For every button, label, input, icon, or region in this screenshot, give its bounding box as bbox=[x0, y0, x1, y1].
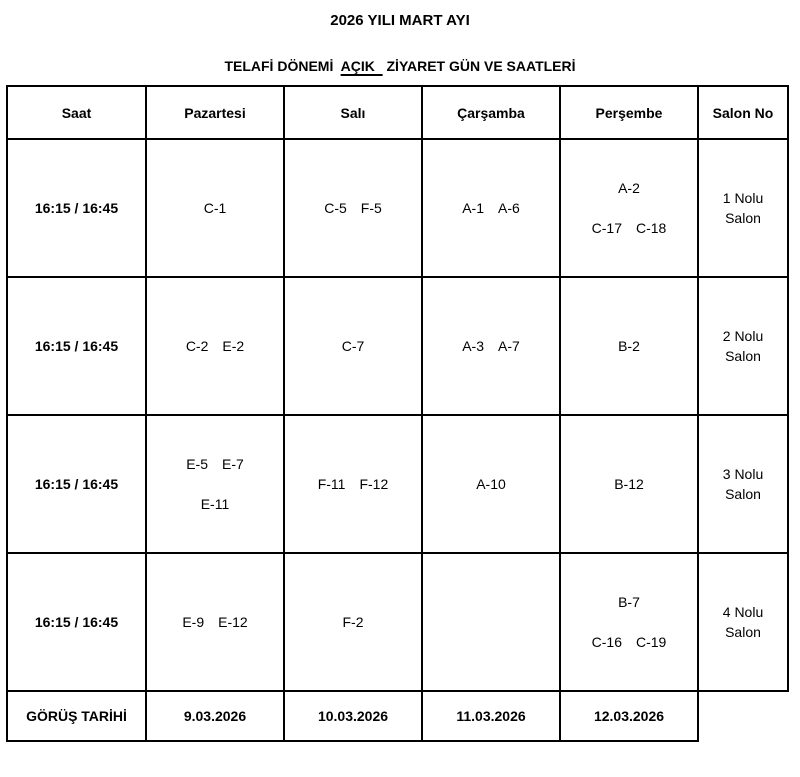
salon-label-line: Salon bbox=[725, 486, 761, 502]
ward-line bbox=[147, 336, 283, 356]
time-slot-cell: 16:15 / 16:45 bbox=[7, 277, 146, 415]
subtitle-open-label: AÇIK bbox=[340, 58, 383, 74]
ward-cell-tuesday bbox=[284, 553, 422, 691]
ward-code: A-3 bbox=[462, 338, 484, 354]
ward-code: E-2 bbox=[222, 338, 245, 354]
ward-code: E-5 bbox=[186, 456, 208, 472]
ward-cell-wednesday bbox=[422, 277, 560, 415]
salon-label-line: 1 Nolu bbox=[722, 190, 764, 206]
ward-code: B-7 bbox=[618, 594, 640, 610]
ward-line bbox=[561, 336, 697, 356]
ward-code: B-12 bbox=[614, 476, 644, 492]
column-header-tuesday: Salı bbox=[284, 86, 422, 139]
salon-cell bbox=[698, 139, 788, 277]
ward-line bbox=[561, 592, 697, 612]
visit-date-empty-cell bbox=[698, 691, 788, 741]
table-row bbox=[7, 139, 788, 277]
ward-code: E-11 bbox=[200, 496, 230, 512]
table-row bbox=[7, 277, 788, 415]
visit-date-label: GÖRÜŞ TARİHİ bbox=[7, 691, 146, 741]
column-header-wednesday: Çarşamba bbox=[422, 86, 560, 139]
ward-code: C-17 bbox=[591, 220, 622, 236]
ward-code: A-1 bbox=[462, 200, 484, 216]
salon-cell bbox=[698, 415, 788, 553]
ward-code: A-7 bbox=[498, 338, 520, 354]
salon-label-line: 4 Nolu bbox=[722, 604, 764, 620]
ward-code: B-2 bbox=[618, 338, 640, 354]
ward-cell-thursday bbox=[560, 277, 698, 415]
salon-label-line: 3 Nolu bbox=[722, 466, 764, 482]
ward-cell-wednesday bbox=[422, 553, 560, 691]
visit-date-thursday: 12.03.2026 bbox=[560, 691, 698, 741]
ward-code: C-5 bbox=[324, 200, 347, 216]
visit-date-row bbox=[7, 691, 788, 741]
subtitle-prefix: TELAFİ DÖNEMİ bbox=[224, 58, 341, 74]
salon-label-line: Salon bbox=[725, 348, 761, 364]
ward-code: E-12 bbox=[218, 614, 248, 630]
salon-cell bbox=[698, 277, 788, 415]
ward-cell-wednesday bbox=[422, 415, 560, 553]
ward-line bbox=[147, 612, 283, 632]
ward-line bbox=[285, 198, 421, 218]
ward-line bbox=[423, 336, 559, 356]
ward-cell-wednesday bbox=[422, 139, 560, 277]
column-header-salon: Salon No bbox=[698, 86, 788, 139]
ward-code: C-2 bbox=[185, 338, 209, 354]
ward-cell-monday bbox=[146, 277, 284, 415]
time-slot-cell: 16:15 / 16:45 bbox=[7, 139, 146, 277]
visit-schedule-table bbox=[6, 85, 789, 742]
ward-code: F-11 bbox=[317, 476, 346, 492]
ward-cell-tuesday bbox=[284, 415, 422, 553]
ward-line bbox=[561, 632, 697, 652]
ward-line bbox=[147, 454, 283, 474]
ward-line bbox=[423, 474, 559, 494]
column-header-time: Saat bbox=[7, 86, 146, 139]
ward-cell-thursday bbox=[560, 553, 698, 691]
column-header-thursday: Perşembe bbox=[560, 86, 698, 139]
ward-line bbox=[561, 178, 697, 198]
ward-cell-monday bbox=[146, 553, 284, 691]
ward-cell-thursday bbox=[560, 415, 698, 553]
ward-line bbox=[147, 198, 283, 218]
page-subtitle bbox=[0, 58, 800, 74]
salon-label-line: Salon bbox=[725, 624, 761, 640]
visit-date-monday: 9.03.2026 bbox=[146, 691, 284, 741]
salon-label-line: 2 Nolu bbox=[722, 328, 764, 344]
salon-label-line: Salon bbox=[725, 210, 761, 226]
ward-code: A-10 bbox=[476, 476, 506, 492]
ward-code: E-7 bbox=[222, 456, 244, 472]
ward-code: F-5 bbox=[360, 200, 382, 216]
ward-cell-monday bbox=[146, 139, 284, 277]
ward-line bbox=[561, 218, 697, 238]
ward-code: A-2 bbox=[618, 180, 640, 196]
ward-line bbox=[285, 612, 421, 632]
ward-cell-monday bbox=[146, 415, 284, 553]
column-header-monday: Pazartesi bbox=[146, 86, 284, 139]
ward-line bbox=[285, 474, 421, 494]
time-slot-cell: 16:15 / 16:45 bbox=[7, 415, 146, 553]
time-slot-cell: 16:15 / 16:45 bbox=[7, 553, 146, 691]
ward-code: E-9 bbox=[182, 614, 205, 630]
subtitle-suffix: ZİYARET GÜN VE SAATLERİ bbox=[382, 58, 576, 74]
ward-code: F-2 bbox=[342, 614, 364, 630]
table-row bbox=[7, 415, 788, 553]
visit-date-wednesday: 11.03.2026 bbox=[422, 691, 560, 741]
ward-code: C-1 bbox=[203, 200, 227, 216]
salon-cell bbox=[698, 553, 788, 691]
ward-line bbox=[561, 474, 697, 494]
ward-code: C-7 bbox=[341, 338, 365, 354]
ward-line bbox=[285, 336, 421, 356]
ward-code: F-12 bbox=[359, 476, 389, 492]
ward-line bbox=[423, 198, 559, 218]
page-title: 2026 YILI MART AYI bbox=[330, 12, 470, 29]
ward-cell-tuesday bbox=[284, 139, 422, 277]
ward-code: C-16 bbox=[591, 634, 622, 650]
visit-date-tuesday: 10.03.2026 bbox=[284, 691, 422, 741]
ward-code: C-19 bbox=[636, 634, 667, 650]
table-header-row bbox=[7, 86, 788, 139]
ward-code: A-6 bbox=[498, 200, 520, 216]
ward-cell-tuesday bbox=[284, 277, 422, 415]
table-row bbox=[7, 553, 788, 691]
ward-code: C-18 bbox=[636, 220, 667, 236]
ward-cell-thursday bbox=[560, 139, 698, 277]
ward-line bbox=[147, 494, 283, 514]
